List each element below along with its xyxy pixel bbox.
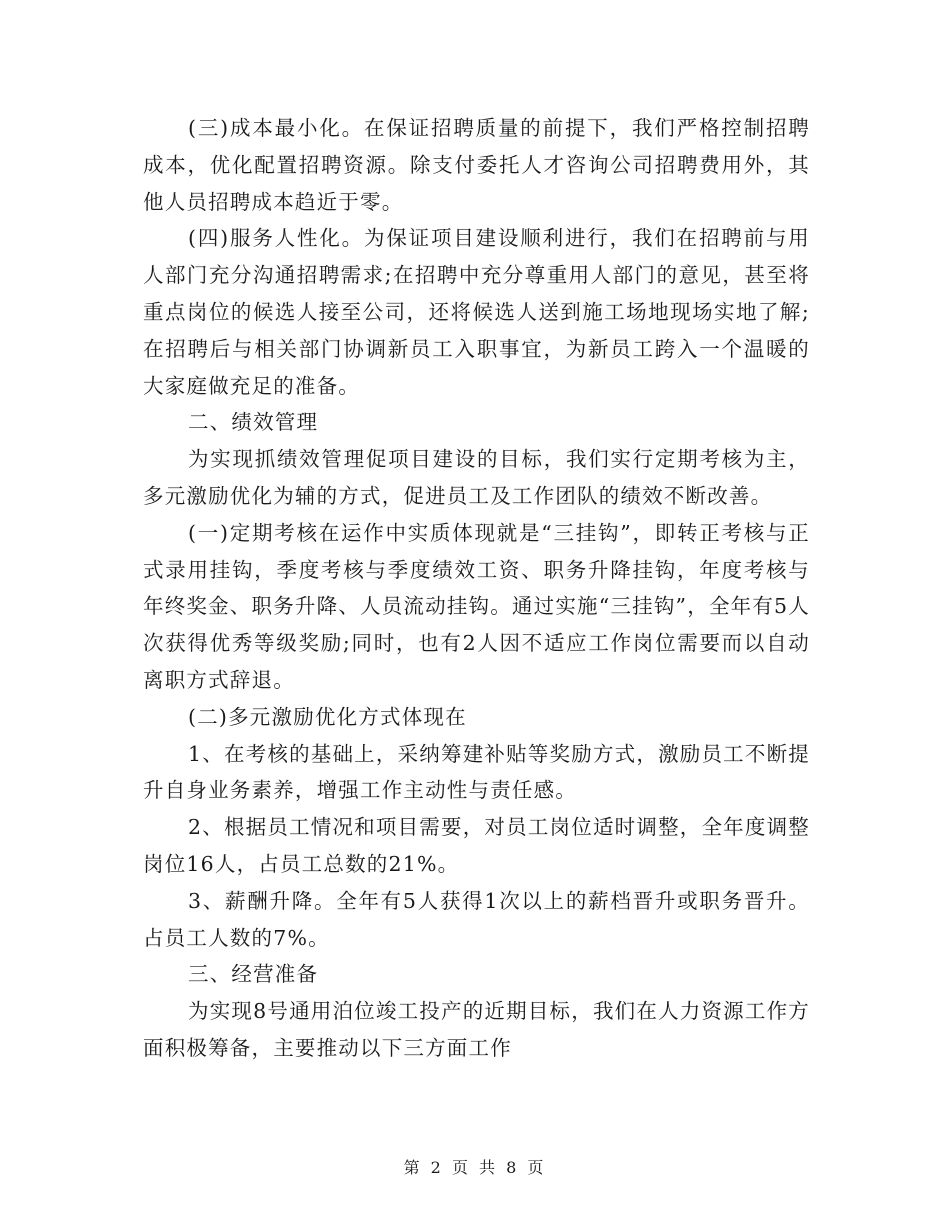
list-item-incentive-1: 1、在考核的基础上，采纳筹建补贴等奖励方式，激励员工不断提升自身业务素养，增强工作主动性与责任感。 (143, 741, 810, 803)
paragraph-cost-minimization: (三)成本最小化。在保证招聘质量的前提下，我们严格控制招聘成本，优化配置招聘资源。除支付委托人才咨询公司招聘费用外，其他人员招聘成本趋近于零。 (143, 116, 810, 214)
paragraph-incentive-intro: (二)多元激励优化方式体现在 (188, 704, 467, 729)
paragraph-performance-goal: 为实现抓绩效管理促项目建设的目标，我们实行定期考核为主，多元激励优化为辅的方式，促进员工及工作团队的绩效不断改善。 (143, 447, 810, 508)
section-heading-operations: 三、经营准备 (188, 962, 319, 987)
document-body (143, 110, 810, 1067)
page-number: 第 2 页 共 8 页 (403, 1158, 547, 1177)
list-item-incentive-3: 3、薪酬升降。全年有5人获得1次以上的薪档晋升或职务晋升。占员工人数的7%。 (143, 888, 810, 950)
paragraph-service-humanization: (四)服务人性化。为保证项目建设顺利进行，我们在招聘前与用人部门充分沟通招聘需求;在招聘中充分尊重用人部门的意见，甚至将重点岗位的候选人接至公司，还将候选人送到施工场地现场实地了解;在招聘后与相关部门协调新员工入职事宜，为新员工跨入一个温暖的大家庭做充足的准备。 (143, 226, 810, 398)
paragraph-regular-assessment: (一)定期考核在运作中实质体现就是“三挂钩”，即转正考核与正式录用挂钩，季度考核与季度绩效工资、职务升降挂钩，年度考核与年终奖金、职务升降、人员流动挂钩。通过实施“三挂钩”，全年有5人次获得优秀等级奖励;同时，也有2人因不适应工作岗位需要而以自动离职方式辞退。 (143, 520, 810, 692)
list-item-incentive-2: 2、根据员工情况和项目需要，对员工岗位适时调整，全年度调整岗位16人，占员工总数的21%。 (143, 815, 810, 876)
paragraph-operations-goal: 为实现8号通用泊位竣工投产的近期目标，我们在人力资源工作方面积极筹备，主要推动以下三方面工作 (143, 999, 810, 1060)
section-heading-performance: 二、绩效管理 (188, 410, 319, 435)
